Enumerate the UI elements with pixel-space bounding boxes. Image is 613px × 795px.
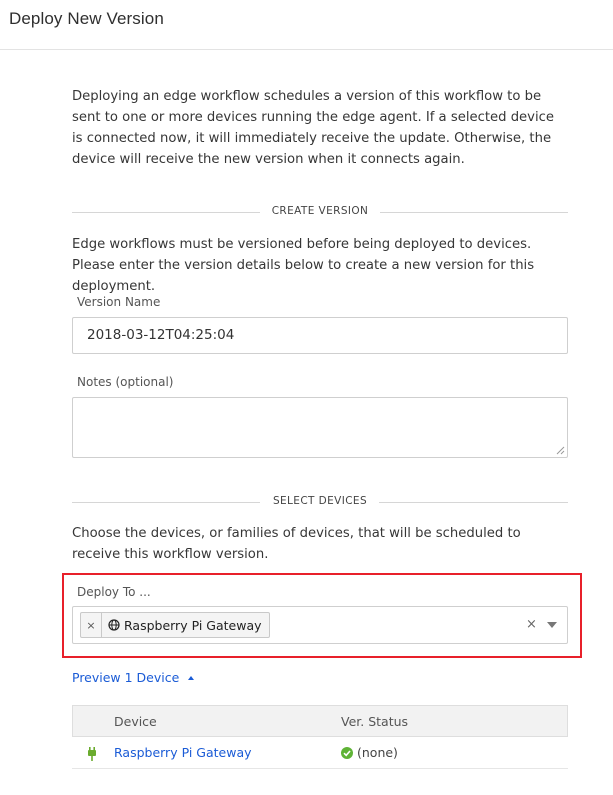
selected-device-label: Raspberry Pi Gateway bbox=[124, 617, 262, 633]
intro-text: Deploying an edge workflow schedules a version of this workflow to be sent to one or more devices running the edge agent. If a selected device is connected now, it will immediately receive the update. Otherwise, the device will receive the new version when it connects again. bbox=[72, 89, 555, 167]
chip-remove-button[interactable]: × bbox=[81, 613, 102, 637]
chevron-down-icon[interactable] bbox=[547, 622, 557, 628]
dialog-header bbox=[0, 0, 613, 50]
preview-devices-toggle[interactable] bbox=[72, 670, 194, 685]
globe-icon bbox=[108, 619, 120, 631]
version-status-text: (none) bbox=[357, 745, 398, 760]
deploy-to-select[interactable] bbox=[72, 606, 568, 644]
select-devices-description: Choose the devices, or families of devices, that will be scheduled to receive this workflow version. bbox=[72, 526, 521, 562]
select-devices-heading: SELECT DEVICES bbox=[261, 495, 379, 507]
preview-table bbox=[72, 705, 568, 769]
version-name-input[interactable] bbox=[72, 317, 568, 354]
create-version-divider bbox=[72, 205, 568, 219]
create-version-heading: CREATE VERSION bbox=[260, 205, 381, 217]
plug-icon bbox=[86, 747, 98, 761]
create-version-description-block bbox=[72, 234, 568, 297]
resize-handle-icon[interactable] bbox=[555, 445, 565, 455]
chevron-up-icon bbox=[188, 676, 194, 680]
select-devices-description-block bbox=[72, 523, 568, 565]
notes-textarea[interactable] bbox=[72, 397, 568, 458]
dialog-title: Deploy New Version bbox=[9, 9, 164, 28]
select-devices-divider bbox=[72, 495, 568, 509]
clear-selection-icon[interactable]: × bbox=[526, 617, 537, 632]
preview-devices-label: Preview 1 Device bbox=[72, 670, 180, 685]
version-status bbox=[341, 745, 398, 760]
notes-label: Notes (optional) bbox=[77, 375, 174, 389]
check-circle-icon bbox=[341, 747, 353, 759]
device-link[interactable]: Raspberry Pi Gateway bbox=[114, 745, 252, 760]
deploy-to-label: Deploy To ... bbox=[77, 585, 151, 599]
status-column-header: Ver. Status bbox=[341, 714, 409, 729]
table-row bbox=[72, 737, 568, 769]
create-version-description: Edge workflows must be versioned before being deployed to devices. Please enter the version details below to create a new version for this deployment. bbox=[72, 237, 535, 294]
intro-block bbox=[72, 86, 568, 170]
version-name-label: Version Name bbox=[77, 295, 161, 309]
preview-table-header bbox=[72, 705, 568, 737]
selected-device-chip bbox=[80, 612, 270, 638]
device-column-header: Device bbox=[114, 714, 157, 729]
version-name-value: 2018-03-12T04:25:04 bbox=[87, 327, 235, 343]
